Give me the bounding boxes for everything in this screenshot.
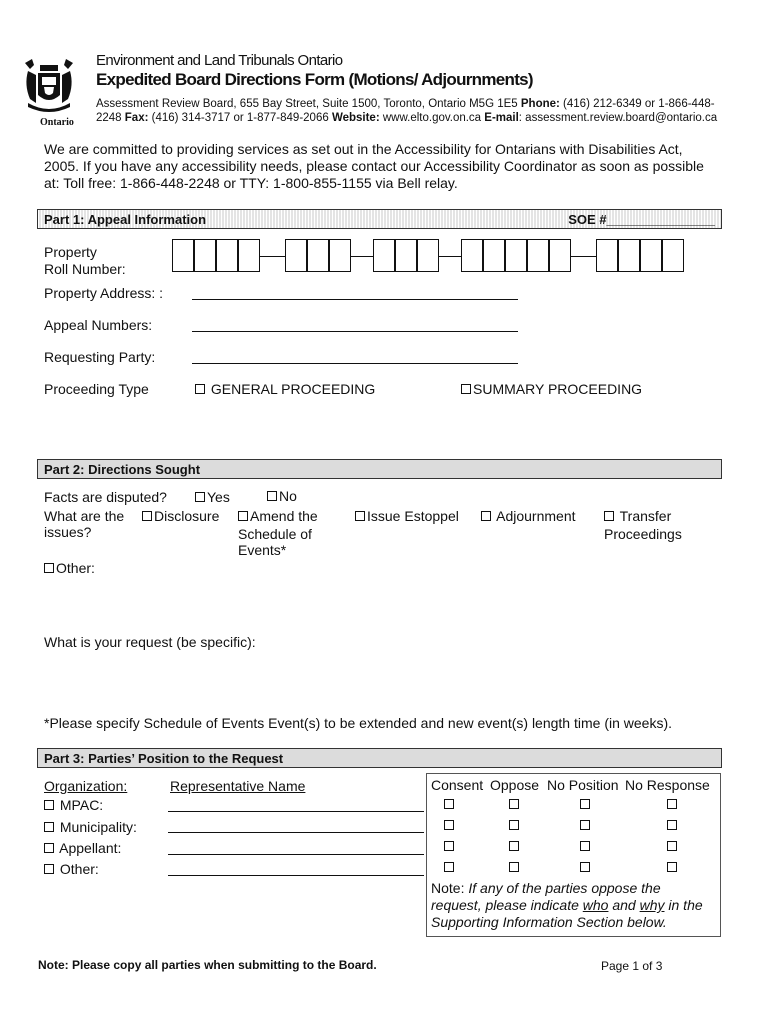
- property-address-label: Property Address: :: [44, 285, 164, 301]
- org-municipality[interactable]: Municipality:: [44, 819, 137, 835]
- roll-digit-box[interactable]: [329, 239, 351, 272]
- facts-no-option[interactable]: No: [267, 488, 297, 504]
- other-issue-option[interactable]: Other:: [44, 560, 95, 576]
- checkbox[interactable]: [142, 511, 152, 521]
- roll-number-label-2: Roll Number:: [44, 261, 126, 277]
- no-position-checkbox[interactable]: [580, 799, 590, 809]
- facts-yes-option[interactable]: Yes: [195, 489, 230, 505]
- oppose-checkbox[interactable]: [509, 799, 519, 809]
- col-consent: Consent: [431, 777, 484, 793]
- disclosure-option[interactable]: Disclosure: [142, 508, 219, 524]
- checkbox[interactable]: [195, 492, 205, 502]
- checkbox[interactable]: [461, 384, 471, 394]
- issues-label-2: issues?: [44, 524, 92, 540]
- opposition-note-line-2: request, please indicate who and why in the: [431, 897, 703, 913]
- roll-number-label-1: Property: [44, 244, 97, 260]
- roll-digit-box[interactable]: [596, 239, 618, 272]
- appeal-numbers-field[interactable]: [192, 331, 518, 332]
- col-no-response: No Response: [625, 777, 710, 793]
- no-response-checkbox[interactable]: [667, 841, 677, 851]
- roll-digit-box[interactable]: [549, 239, 571, 272]
- organization-header: Organization:: [44, 778, 128, 794]
- oppose-checkbox[interactable]: [509, 862, 519, 872]
- col-oppose: Oppose: [490, 777, 540, 793]
- checkbox[interactable]: [44, 864, 54, 874]
- accessibility-line-3: at: Toll free: 1-866-448-2248 or TTY: 1-800-855-1155 via Bell relay.: [44, 175, 458, 191]
- ontario-crest-logo: [20, 55, 78, 127]
- part2-header: Part 2: Directions Sought: [37, 459, 722, 479]
- no-response-checkbox[interactable]: [667, 820, 677, 830]
- roll-digit-box[interactable]: [172, 239, 194, 272]
- checkbox[interactable]: [604, 511, 614, 521]
- amend-schedule-label-3: Events*: [238, 542, 287, 558]
- proceeding-type-label: Proceeding Type: [44, 381, 149, 397]
- roll-separator: [571, 256, 596, 257]
- appeal-numbers-label: Appeal Numbers:: [44, 317, 153, 333]
- agency-name: Environment and Land Tribunals Ontario: [96, 52, 343, 69]
- roll-digit-box[interactable]: [417, 239, 439, 272]
- checkbox[interactable]: [44, 822, 54, 832]
- summary-proceeding-option[interactable]: SUMMARY PROCEEDING: [461, 381, 642, 397]
- roll-digit-box[interactable]: [194, 239, 216, 272]
- consent-checkbox[interactable]: [444, 799, 454, 809]
- roll-digit-box[interactable]: [483, 239, 505, 272]
- soe-field[interactable]: SOE #_______________: [568, 212, 715, 227]
- roll-digit-box[interactable]: [285, 239, 307, 272]
- checkbox[interactable]: [238, 511, 248, 521]
- roll-digit-box[interactable]: [505, 239, 527, 272]
- checkbox[interactable]: [195, 384, 205, 394]
- contact-line-2: 2248 Fax: (416) 314-3717 or 1-877-849-2066 Website: www.elto.gov.on.ca E-mail: assessment.review.board@ontario.ca: [96, 112, 718, 124]
- roll-digit-box[interactable]: [662, 239, 684, 272]
- accessibility-line-2: 2005. If you have any accessibility needs, please contact our Accessibility Coordinator as soon as possible: [44, 158, 704, 174]
- checkbox[interactable]: [44, 843, 54, 853]
- org-mpac[interactable]: MPAC:: [44, 797, 103, 813]
- roll-digit-box[interactable]: [527, 239, 549, 272]
- request-label: What is your request (be specific):: [44, 634, 256, 650]
- trillium-crest-icon: [20, 55, 78, 117]
- checkbox[interactable]: [44, 563, 54, 573]
- no-position-checkbox[interactable]: [580, 862, 590, 872]
- roll-digit-box[interactable]: [618, 239, 640, 272]
- consent-checkbox[interactable]: [444, 820, 454, 830]
- adjournment-option[interactable]: Adjournment: [481, 508, 576, 524]
- amend-schedule-label-2: Schedule of: [238, 526, 312, 542]
- checkbox[interactable]: [267, 491, 277, 501]
- property-address-field[interactable]: [192, 299, 518, 300]
- amend-schedule-option[interactable]: Amend the: [238, 508, 318, 524]
- rep-name-field[interactable]: [168, 854, 424, 855]
- schedule-note: *Please specify Schedule of Events Event(s) to be extended and new event(s) length time (in weeks).: [44, 715, 673, 731]
- checkbox[interactable]: [44, 800, 54, 810]
- opposition-note-line-3: Supporting Information Section below.: [431, 914, 667, 930]
- position-table: [426, 773, 721, 937]
- roll-digit-box[interactable]: [395, 239, 417, 272]
- oppose-checkbox[interactable]: [509, 841, 519, 851]
- issues-label-1: What are the: [44, 508, 125, 524]
- transfer-proceedings-label-2: Proceedings: [604, 526, 682, 542]
- roll-digit-box[interactable]: [461, 239, 483, 272]
- roll-digit-box[interactable]: [640, 239, 662, 272]
- facts-disputed-label: Facts are disputed?: [44, 489, 167, 505]
- col-no-position: No Position: [547, 777, 619, 793]
- checkbox[interactable]: [481, 511, 491, 521]
- requesting-party-field[interactable]: [192, 363, 518, 364]
- footer-note: Note: Please copy all parties when submitting to the Board.: [38, 958, 377, 972]
- logo-wordmark: Ontario: [40, 117, 74, 128]
- part3-header: Part 3: Parties’ Position to the Request: [37, 748, 722, 768]
- part1-header: Part 1: Appeal Information SOE #_______________: [37, 209, 722, 229]
- consent-checkbox[interactable]: [444, 841, 454, 851]
- no-response-checkbox[interactable]: [667, 799, 677, 809]
- requesting-party-label: Requesting Party:: [44, 349, 156, 365]
- roll-digit-box[interactable]: [238, 239, 260, 272]
- no-response-checkbox[interactable]: [667, 862, 677, 872]
- rep-name-field[interactable]: [168, 875, 424, 876]
- no-position-checkbox[interactable]: [580, 820, 590, 830]
- rep-name-field[interactable]: [168, 832, 424, 833]
- roll-separator: [260, 256, 285, 257]
- representative-header: Representative Name: [170, 778, 306, 794]
- form-title: Expedited Board Directions Form (Motions/ Adjournments): [96, 70, 533, 89]
- page-number: Page 1 of 3: [601, 959, 663, 973]
- oppose-checkbox[interactable]: [509, 820, 519, 830]
- contact-line-1: Assessment Review Board, 655 Bay Street, Suite 1500, Toronto, Ontario M5G 1E5 Phone: (416) 212-6349 or 1-866-448-: [96, 98, 715, 110]
- roll-digit-box[interactable]: [216, 239, 238, 272]
- rep-name-field[interactable]: [168, 811, 424, 812]
- no-position-checkbox[interactable]: [580, 841, 590, 851]
- accessibility-line-1: We are committed to providing services as set out in the Accessibility for Ontarians with Disabilities Act,: [44, 141, 683, 157]
- general-proceeding-option[interactable]: GENERAL PROCEEDING: [195, 381, 375, 397]
- roll-digit-box[interactable]: [373, 239, 395, 272]
- roll-digit-box[interactable]: [307, 239, 329, 272]
- issue-estoppel-option[interactable]: Issue Estoppel: [355, 508, 459, 524]
- org-appellant[interactable]: Appellant:: [44, 840, 121, 856]
- transfer-proceedings-option[interactable]: Transfer: [604, 508, 671, 524]
- checkbox[interactable]: [355, 511, 365, 521]
- org-other[interactable]: Other:: [44, 861, 99, 877]
- consent-checkbox[interactable]: [444, 862, 454, 872]
- opposition-note-line-1: Note: If any of the parties oppose the: [431, 880, 661, 896]
